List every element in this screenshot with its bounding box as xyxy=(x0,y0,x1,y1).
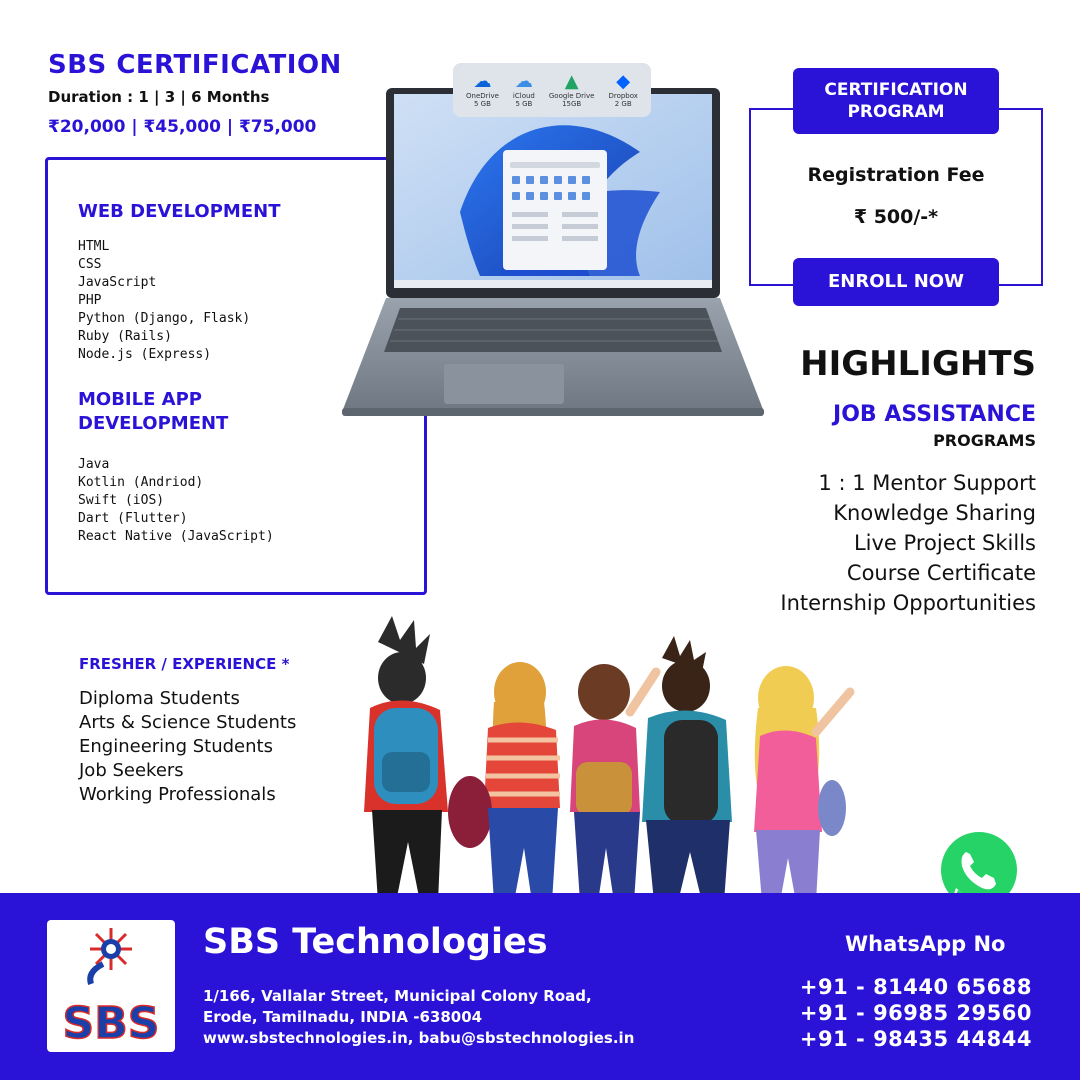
page-title: SBS CERTIFICATION xyxy=(48,50,342,80)
cloud-item-name: Google Drive xyxy=(548,92,595,100)
cloud-item-name: OneDrive xyxy=(466,92,499,100)
list-item: Internship Opportunities xyxy=(780,591,1036,615)
dropbox-icon: ◆ xyxy=(616,71,631,92)
web-development-heading: WEB DEVELOPMENT xyxy=(78,201,281,222)
list-item: Python (Django, Flask) xyxy=(78,311,251,326)
mobile-course-list xyxy=(78,456,274,546)
cloud-item-name: Dropbox xyxy=(608,92,638,100)
list-item: Engineering Students xyxy=(79,736,273,757)
icloud-icon: ☁ xyxy=(514,71,533,92)
cloud-item-google-drive xyxy=(549,72,595,108)
list-item: CSS xyxy=(78,257,102,272)
list-item: Working Professionals xyxy=(79,784,276,805)
enroll-now-button[interactable]: ENROLL NOW xyxy=(793,258,999,306)
list-item: Knowledge Sharing xyxy=(833,501,1036,525)
audience-list xyxy=(79,687,296,807)
students-illustration xyxy=(330,612,870,902)
company-address xyxy=(203,986,634,1049)
list-item: React Native (JavaScript) xyxy=(78,529,274,544)
company-logo xyxy=(47,920,175,1052)
cloud-item-size: 15GB xyxy=(562,100,582,108)
web-course-list xyxy=(78,238,250,364)
list-item: JavaScript xyxy=(78,275,157,290)
mobile-development-heading xyxy=(78,388,228,436)
web-email-line[interactable]: www.sbstechnologies.in, babu@sbstechnologies.in xyxy=(203,1029,635,1047)
job-assistance-heading: JOB ASSISTANCE xyxy=(833,402,1036,427)
certification-program-badge xyxy=(793,68,999,134)
list-item: PHP xyxy=(78,293,102,308)
list-item: HTML xyxy=(78,239,110,254)
cloud-item-size: 5 GB xyxy=(515,100,533,108)
phone-list xyxy=(800,974,1032,1052)
list-item: Diploma Students xyxy=(79,688,240,709)
highlights-list xyxy=(780,468,1036,618)
student-figure xyxy=(754,666,850,902)
job-assistance-subheading: PROGRAMS xyxy=(933,431,1036,450)
cloud-item-dropbox xyxy=(608,72,638,108)
logo-text: SBS xyxy=(62,998,160,1049)
phone-number[interactable]: +91 - 81440 65688 xyxy=(799,975,1032,999)
cloud-item-name: iCloud xyxy=(512,92,535,100)
phone-number[interactable]: +91 - 98435 44844 xyxy=(799,1027,1032,1051)
list-item: Dart (Flutter) xyxy=(78,511,188,526)
list-item: Course Certificate xyxy=(846,561,1036,585)
duration-text: Duration : 1 | 3 | 6 Months xyxy=(48,88,270,106)
highlights-heading: HIGHLIGHTS xyxy=(800,344,1036,384)
cloud-item-size: 5 GB xyxy=(474,100,491,108)
list-item: Job Seekers xyxy=(79,760,184,781)
phone-number[interactable]: +91 - 96985 29560 xyxy=(799,1001,1032,1025)
audience-heading: FRESHER / EXPERIENCE * xyxy=(79,655,290,673)
cloud-storage-bar xyxy=(453,63,651,117)
cloud-item-size: 2 GB xyxy=(614,100,632,108)
list-item: 1 : 1 Mentor Support xyxy=(818,471,1036,495)
mobile-heading-line: DEVELOPMENT xyxy=(78,413,229,434)
student-figure xyxy=(570,664,656,902)
sbs-logo-icon xyxy=(47,920,175,1052)
mobile-heading-line: MOBILE APP xyxy=(78,389,202,410)
cloud-item-icloud xyxy=(513,72,535,108)
company-name: SBS Technologies xyxy=(203,922,548,962)
student-figure xyxy=(448,662,560,902)
google-drive-icon: ▲ xyxy=(564,71,579,92)
list-item: Node.js (Express) xyxy=(78,347,212,362)
onedrive-icon: ☁ xyxy=(473,71,492,92)
whatsapp-label: WhatsApp No xyxy=(845,932,1006,956)
list-item: Kotlin (Andriod) xyxy=(78,475,204,490)
registration-fee-amount: ₹ 500/-* xyxy=(853,206,939,228)
cloud-item-onedrive xyxy=(466,72,499,108)
student-figure xyxy=(364,616,448,902)
list-item: Ruby (Rails) xyxy=(78,329,172,344)
list-item: Arts & Science Students xyxy=(79,712,297,733)
address-line: Erode, Tamilnadu, INDIA -638004 xyxy=(203,1008,483,1026)
price-list: ₹20,000 | ₹45,000 | ₹75,000 xyxy=(48,117,317,137)
list-item: Java xyxy=(78,457,110,472)
badge-line: PROGRAM xyxy=(847,102,945,122)
address-line: 1/166, Vallalar Street, Municipal Colony Road, xyxy=(203,987,592,1005)
badge-line: CERTIFICATION xyxy=(824,80,968,100)
registration-fee-label: Registration Fee xyxy=(807,164,985,186)
list-item: Live Project Skills xyxy=(853,531,1036,555)
list-item: Swift (iOS) xyxy=(78,493,165,508)
